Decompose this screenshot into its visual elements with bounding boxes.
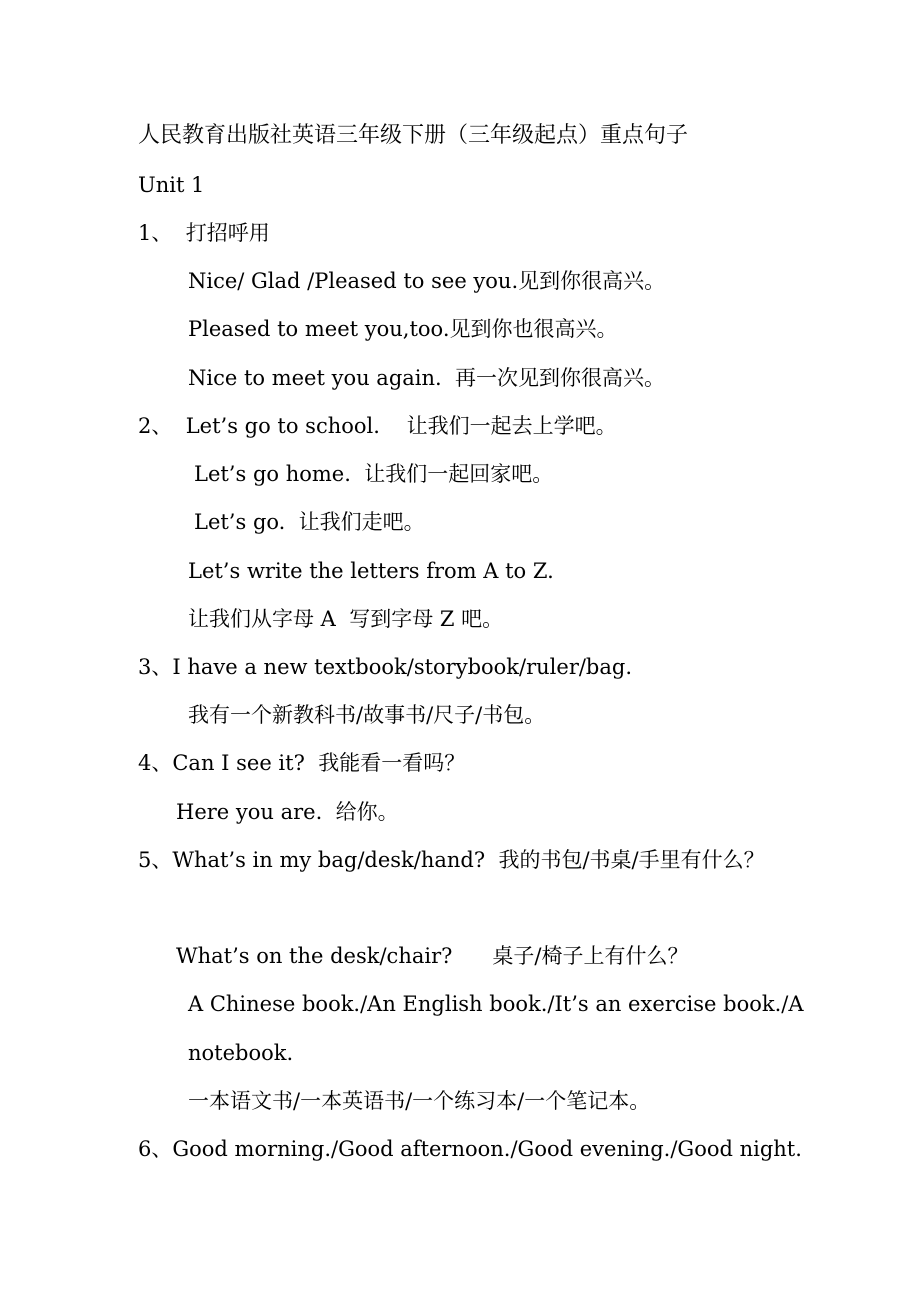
sentence-line: What’s on the desk/chair? 桌子/椅子上有什么？ <box>176 944 689 968</box>
sentence-line: Let’s go home. 让我们一起回家吧。 <box>194 462 554 486</box>
sentence-line: Here you are. 给你。 <box>176 800 399 824</box>
unit-heading: Unit 1 <box>138 173 205 197</box>
sentence-line: 我有一个新教科书/故事书/尺子/书包。 <box>188 703 546 727</box>
sentence-line: A Chinese book./An English book./It’s an exercise book./A <box>188 992 804 1016</box>
item-1-heading: 1、 打招呼用 <box>138 221 270 245</box>
sentence-line: 一本语文书/一本英语书/一个练习本/一个笔记本。 <box>188 1089 651 1113</box>
item-5-heading: 5、What’s in my bag/desk/hand? 我的书包/书桌/手里有什么？ <box>138 848 765 872</box>
item-6-heading: 6、Good morning./Good afternoon./Good evening./Good night. <box>138 1137 802 1161</box>
document-title: 人民教育出版社英语三年级下册（三年级起点）重点句子 <box>138 123 689 148</box>
sentence-line: Let’s go. 让我们走吧。 <box>194 510 425 534</box>
sentence-line: Let’s write the letters from A to Z. <box>188 559 554 583</box>
sentence-line: Nice to meet you again. 再一次见到你很高兴。 <box>188 366 666 390</box>
item-4-heading: 4、Can I see it? 我能看一看吗？ <box>138 751 466 775</box>
sentence-line: Nice/ Glad /Pleased to see you.见到你很高兴。 <box>188 269 666 293</box>
sentence-line: Pleased to meet you,too.见到你也很高兴。 <box>188 317 618 341</box>
item-3-heading: 3、I have a new textbook/storybook/ruler/bag. <box>138 655 633 679</box>
sentence-line: notebook. <box>188 1041 294 1065</box>
item-2-heading: 2、 Let’s go to school. 让我们一起去上学吧。 <box>138 414 617 438</box>
sentence-line: 让我们从字母 A 写到字母 Z 吧。 <box>188 607 504 631</box>
